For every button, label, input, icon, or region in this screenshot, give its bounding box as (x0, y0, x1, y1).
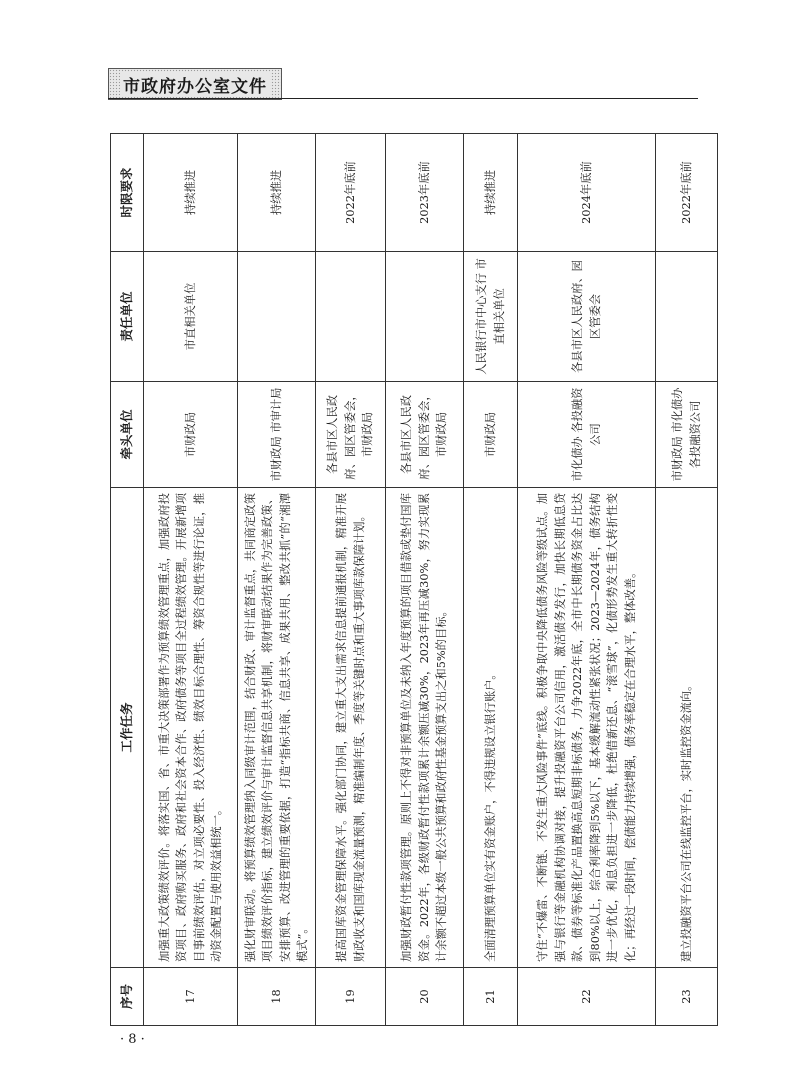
row-deadline: 2023年底前 (386, 134, 464, 252)
row-lead: 各县市区人民政府、园区管委会，市财政局 (386, 382, 464, 488)
header-rule (108, 98, 698, 99)
table-row (518, 134, 656, 1026)
row-resp (656, 252, 718, 382)
row-lead: 市财政局 (144, 382, 238, 488)
header-title-text: 市政府办公室文件 (120, 72, 270, 97)
row-resp: 人民银行市中心支行 市直相关单位 (464, 252, 518, 382)
row-deadline: 2024年底前 (518, 134, 656, 252)
table-header-row (111, 134, 144, 1026)
row-no: 21 (464, 968, 518, 1026)
row-lead: 市财政局 市审计局 (238, 382, 316, 488)
row-task: 强化财审联动。将预算绩效管理纳入同级审计范围，结合财政、审计监督重点，共同商定政策项目绩效评价指标，建立绩效评价与审计监督信息共享机制，将财审联动结果作为完善政策、安排预算、改进管理的重要依据，打造“指标共商、信息共享、成果共用、整改共抓”的“湘潭模式”。 (238, 488, 316, 968)
document-header-title (108, 68, 282, 100)
table-row (238, 134, 316, 1026)
row-task: 加强重大政策绩效评价。将落实国、省、市重大决策部署作为预算绩效管理重点，加强政府投资项目、政府购买服务、政府和社会资本合作、政府债务等项目全过程绩效管理。开展新增项目事前绩效评估，对立项必要性、投入经济性、绩效目标合理性、筹资合规性等进行论证，推动资金配置与使用效益相统一。 (144, 488, 238, 968)
row-no: 20 (386, 968, 464, 1026)
row-resp (316, 252, 386, 382)
row-task: 提高国库资金管理保障水平。强化部门协同，建立重大支出需求信息提前通报机制，精准开展财政收支和国库现金流量预测，精准编制年度、季度等关键时点和重大事项库款保障计划。 (316, 488, 386, 968)
row-task: 建立投融资平台公司在线监控平台，实时监控资金流向。 (656, 488, 718, 968)
row-deadline: 持续推进 (238, 134, 316, 252)
page-number: · 8 · (120, 1032, 145, 1047)
row-no: 18 (238, 968, 316, 1026)
header-task: 工作任务 (111, 488, 144, 968)
table-row (316, 134, 386, 1026)
rotated-table-area (110, 134, 702, 1026)
row-resp: 市直相关单位 (144, 252, 238, 382)
header-resp: 责任单位 (111, 252, 144, 382)
row-task: 全面清理预算单位实有资金账户，不得违规设立银行账户。 (464, 488, 518, 968)
table-row (144, 134, 238, 1026)
row-deadline: 持续推进 (464, 134, 518, 252)
header-lead: 牵头单位 (111, 382, 144, 488)
row-deadline: 持续推进 (144, 134, 238, 252)
row-resp (238, 252, 316, 382)
row-lead: 市化债办 各投融资公司 (518, 382, 656, 488)
row-no: 19 (316, 968, 386, 1026)
row-deadline: 2022年底前 (656, 134, 718, 252)
row-no: 17 (144, 968, 238, 1026)
task-table (110, 133, 718, 1026)
table-row (464, 134, 518, 1026)
header-no: 序号 (111, 968, 144, 1026)
row-resp (386, 252, 464, 382)
row-no: 23 (656, 968, 718, 1026)
row-deadline: 2022年底前 (316, 134, 386, 252)
table-row (656, 134, 718, 1026)
row-task: 加强财政暂付性款项管理。原则上不得对非预算单位及未纳入年度预算的项目借款或垫付国库资金。2022年，各级财政暂付性款项累计余额压减30%，2023年再压减30%，努力实现累计余额不超过本级一般公共预算和政府性基金预算支出之和5%的目标。 (386, 488, 464, 968)
table-row (386, 134, 464, 1026)
row-lead: 各县市区人民政府、园区管委会，市财政局 (316, 382, 386, 488)
row-no: 22 (518, 968, 656, 1026)
row-task: 守住“不爆雷、不断链、不发生重大风险事件”底线。积极争取中央降低债务风险等级试点。加强与银行等金融机构协调对接，提升投融资平台公司信用，激活债务发行，加快长期低息贷款、债券等标准化产品置换高息短期非标债务，力争2022年底，全市中长期债务资金占比达到80%以上，综合利率降到5%以下，基本缓解流动性紧张状况；2023—2024年，债务结构进一步优化，利息负担进一步降低，杜绝借新还息、“滚雪球”，化债形势发生重大转折性变化；再经过一段时间，偿债能力持续增强，债务率稳定在合理水平，整体改善。 (518, 488, 656, 968)
row-lead: 市财政局 市化债办 各投融资公司 (656, 382, 718, 488)
row-resp: 各县市区人民政府、园区管委会 (518, 252, 656, 382)
header-deadline: 时限要求 (111, 134, 144, 252)
row-lead: 市财政局 (464, 382, 518, 488)
